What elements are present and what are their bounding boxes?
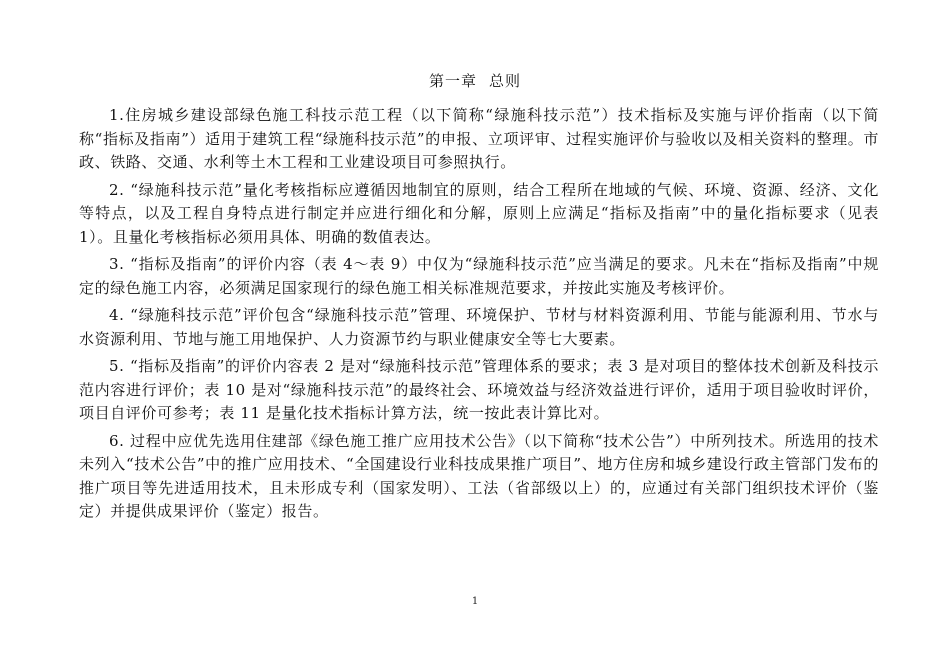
paragraph-6: 6. 过程中应优先选用住建部《绿色施工推广应用技术公告》（以下简称“技术公告”）中所列技术。所选用的技术未列入“技术公告”中的推广应用技术、“全国建设行业科技成果推广项目”、地方住房和城乡建设行政主管部门发布的推广项目等先进适用技术，且未形成专利（国家发明）、工法（省部级以上）的，应通过有关部门组织技术评价（鉴定）并提供成果评价（鉴定）报告。 bbox=[79, 431, 879, 520]
chapter-heading bbox=[0, 70, 950, 91]
paragraph-1: 1.住房城乡建设部绿色施工科技示范工程（以下简称“绿施科技示范”）技术指标及实施与评价指南（以下简称“指标及指南”）适用于建筑工程“绿施科技示范”的申报、立项评审、过程实施评价与验收以及相关资料的整理。市政、铁路、交通、水利等土木工程和工业建设项目可参照执行。 bbox=[79, 106, 879, 171]
paragraph-2: 2. “绿施科技示范”量化考核指标应遵循因地制宜的原则，结合工程所在地域的气候、环境、资源、经济、文化等特点，以及工程自身特点进行制定并应进行细化和分解，原则上应满足“指标及指南”中的量化指标要求（见表 1）。且量化考核指标必须用具体、明确的数值表达。 bbox=[79, 180, 879, 246]
page-number: 1 bbox=[471, 596, 479, 607]
chapter-title: 总则 bbox=[489, 72, 522, 90]
paragraph-4: 4. “绿施科技示范”评价包含“绿施科技示范”管理、环境保护、节材与材料资源利用、节能与能源利用、节水与水资源利用、节地与施工用地保护、人力资源节约与职业健康安全等七大要素。 bbox=[79, 306, 879, 348]
paragraph-3: 3. “指标及指南”的评价内容（表 4～表 9）中仅为“绿施科技示范”应当满足的要求。凡未在“指标及指南”中规定的绿色施工内容，必须满足国家现行的绿色施工相关标准规范要求，并按此实施及考核评价。 bbox=[79, 255, 879, 297]
paragraph-5: 5. “指标及指南”的评价内容表 2 是对“绿施科技示范”管理体系的要求；表 3 是对项目的整体技术创新及科技示范内容进行评价；表 10 是对“绿施科技示范”的最终社会、环境效益与经济效益进行评价，适用于项目验收时评价，项目自评价可参考；表 11 是量化技术指标计算方法，统一按此表计算比对。 bbox=[79, 357, 879, 422]
document-body bbox=[79, 104, 879, 528]
chapter-number: 第一章 bbox=[428, 72, 477, 90]
